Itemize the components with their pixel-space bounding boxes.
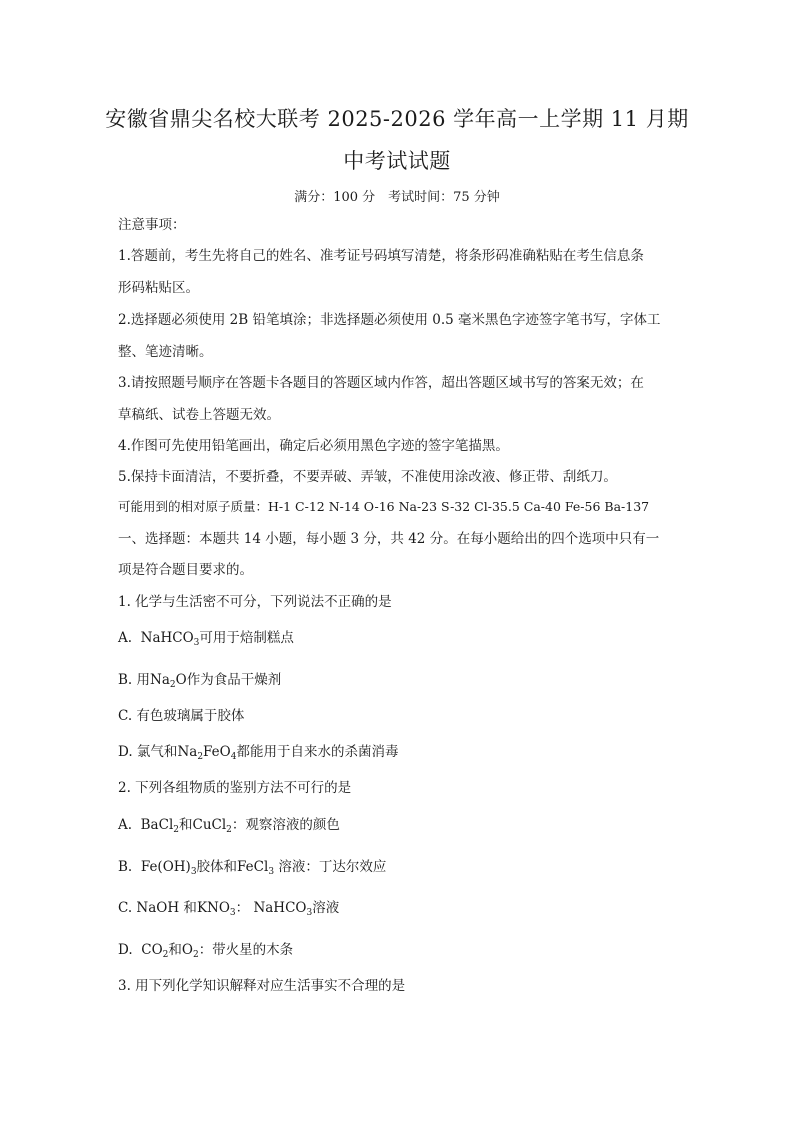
- note-1-line2: 形码粘贴区。: [118, 280, 199, 296]
- section1-line2: 项是符合题目要求的。: [118, 562, 253, 578]
- q1-option-c: C. 有色玻璃属于胶体: [118, 708, 245, 724]
- note-2-line2: 整、笔迹清晰。: [118, 344, 213, 360]
- q2-option-d: D. $CO_2$和$O_2$：带火星的木条: [118, 942, 294, 960]
- atomic-masses: 可能用到的相对原子质量：H-1 C-12 N-14 O-16 Na-23 S-32 Cl-35.5 Ca-40 Fe-56 Ba-137: [118, 499, 650, 514]
- note-4: 4.作图可先使用铅笔画出，确定后必须用黑色字迹的签字笔描黑。: [118, 438, 509, 454]
- q2-option-c: C. NaOH 和$KNO_3$： NaHCO$_3$溶液: [118, 900, 340, 918]
- note-2-line1: 2.选择题必须使用 2B 铅笔填涂；非选择题必须使用 0.5 毫米黑色字迹签字笔书写，字体工: [118, 312, 661, 328]
- note-3-line1: 3.请按照题号顺序在答题卡各题目的答题区域内作答，超出答题区域书写的答案无效；在: [118, 375, 644, 391]
- q1-option-a: A. NaHCO$_3$可用于焙制糕点: [118, 630, 294, 648]
- q2-option-a: A. BaCl$_2$和CuCl$_2$：观察溶液的颜色: [118, 817, 340, 835]
- note-1-line1: 1.答题前，考生先将自己的姓名、准考证号码填写清楚，将条形码准确粘贴在考生信息条: [118, 248, 644, 264]
- exam-title-line2: 中考试试题: [343, 149, 451, 173]
- exam-title-line1: 安徽省鼎尖名校大联考 2025-2026 学年高一上学期 11 月期: [105, 107, 689, 131]
- q2-option-b: B. $Fe(OH)_3$胶体和FeCl$_3$ 溶液：丁达尔效应: [118, 859, 387, 877]
- q1-option-d: D. 氯气和$Na_2FeO_4$都能用于自来水的杀菌消毒: [118, 744, 399, 762]
- note-3-line2: 草稿纸、试卷上答题无效。: [118, 407, 280, 423]
- q3-stem: 3. 用下列化学知识解释对应生活事实不合理的是: [118, 978, 406, 994]
- exam-info: 满分：100 分 考试时间：75 分钟: [294, 190, 500, 205]
- q1-stem: 1. 化学与生活密不可分，下列说法不正确的是: [118, 594, 392, 610]
- note-5: 5.保持卡面清洁，不要折叠，不要弄破、弄皱，不准使用涂改液、修正带、刮纸刀。: [118, 469, 617, 485]
- section1-line1: 一、选择题：本题共 14 小题，每小题 3 分，共 42 分。在每小题给出的四个选项中只有一: [118, 531, 660, 547]
- q2-stem: 2. 下列各组物质的鉴别方法不可行的是: [118, 780, 352, 796]
- notes-heading: 注意事项：: [118, 217, 186, 233]
- q1-option-b: B. 用$Na_2O$作为食品干燥剂: [118, 672, 282, 690]
